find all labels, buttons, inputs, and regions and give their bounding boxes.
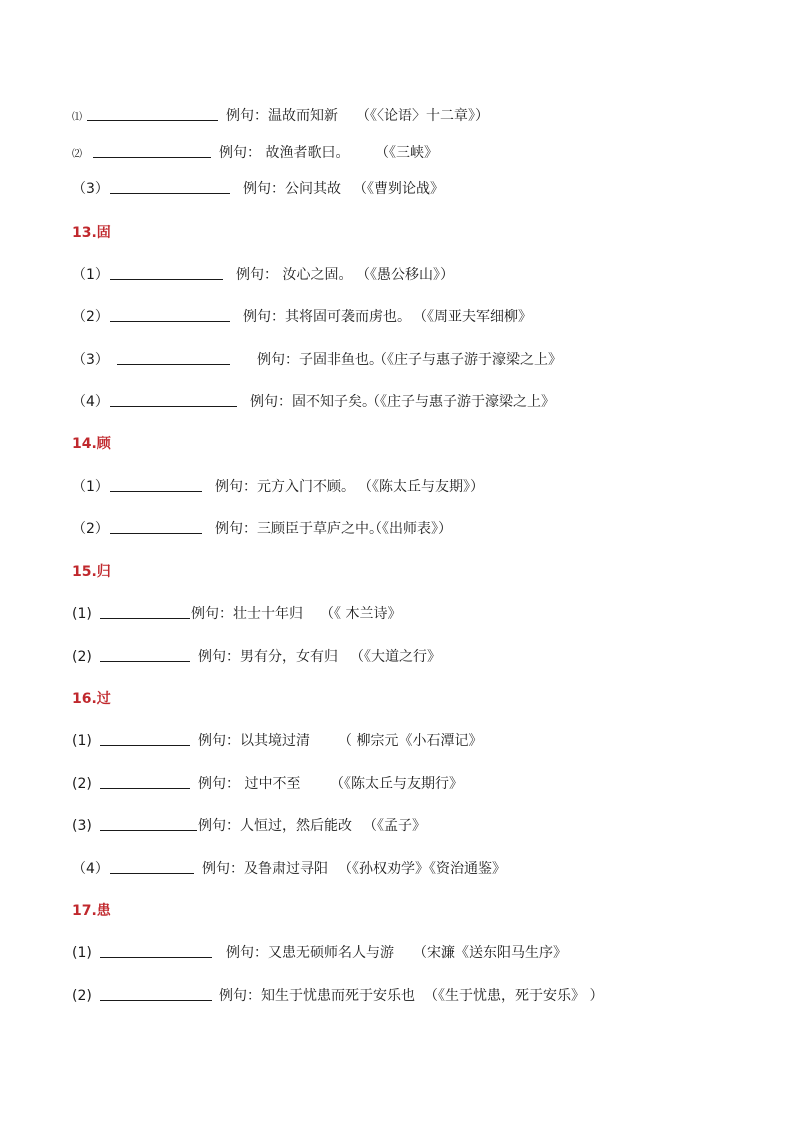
example-sentence: 例句：男有分，女有归 [198, 649, 338, 665]
example-sentence: 例句：及鲁肃过寻阳 [202, 861, 328, 877]
item-index: (1) [72, 606, 92, 622]
item-index: （1） [72, 479, 109, 495]
example-sentence: 例句：元方入门不顾。 [215, 479, 355, 495]
source-text: （《孟子》 [363, 818, 426, 834]
answer-blank[interactable] [110, 406, 237, 407]
answer-blank[interactable] [100, 618, 190, 619]
item-index: （1） [72, 267, 109, 283]
example-sentence: 例句：公问其故 [243, 181, 341, 197]
example-sentence: 例句： 故渔者歌曰。 [219, 145, 350, 161]
source-text: （《出师表》） [368, 521, 452, 537]
answer-blank[interactable] [93, 157, 211, 158]
item-index: (1) [72, 733, 92, 749]
answer-blank[interactable] [110, 491, 202, 492]
item-index: (2) [72, 988, 92, 1004]
source-text: （《陈太丘与友期行》 [330, 776, 463, 792]
example-sentence: 例句： 过中不至 [198, 776, 301, 792]
source-text: （《庄子与惠子游于濠梁之上》 [366, 394, 555, 410]
answer-blank[interactable] [100, 957, 212, 958]
item-index: ⑵ [72, 149, 82, 160]
answer-blank[interactable] [110, 533, 202, 534]
example-sentence: 例句： 汝心之固。 [236, 267, 353, 283]
section-heading: 16.过 [72, 691, 111, 707]
item-index: (2) [72, 649, 92, 665]
example-sentence: 例句：三顾臣于草庐之中。 [215, 521, 383, 537]
item-index: (1) [72, 945, 92, 961]
example-sentence: 例句：又患无硕师名人与游 [226, 945, 394, 961]
item-index: （3） [72, 352, 109, 368]
example-sentence: 例句：以其境过清 [198, 733, 310, 749]
item-index: （3） [72, 181, 109, 197]
source-text: （《生于忧患，死于安乐》 ） [424, 988, 604, 1004]
example-sentence: 例句：温故而知新 [226, 108, 338, 124]
source-text: （宋濂《送东阳马生序》 [413, 945, 567, 961]
answer-blank[interactable] [100, 830, 197, 831]
example-sentence: 例句：知生于忧患而死于安乐也 [219, 988, 415, 1004]
item-index: （2） [72, 309, 109, 325]
answer-blank[interactable] [110, 193, 230, 194]
section-heading: 15.归 [72, 564, 111, 580]
example-sentence: 例句：人恒过，然后能改 [198, 818, 352, 834]
answer-blank[interactable] [87, 120, 218, 121]
source-text: （《大道之行》 [350, 649, 441, 665]
example-sentence: 例句：壮士十年归 [191, 606, 303, 622]
source-text: （《曹刿论战》 [353, 181, 444, 197]
item-index: (3) [72, 818, 92, 834]
answer-blank[interactable] [117, 364, 230, 365]
answer-blank[interactable] [100, 661, 190, 662]
answer-blank[interactable] [110, 321, 230, 322]
source-text: （《陈太丘与友期》） [358, 479, 484, 495]
answer-blank[interactable] [100, 1000, 212, 1001]
item-index: (2) [72, 776, 92, 792]
source-text: （《周亚夫军细柳》 [413, 309, 532, 325]
item-index: （4） [72, 394, 109, 410]
item-index: ⑴ [72, 112, 82, 123]
section-heading: 13.固 [72, 225, 111, 241]
section-heading: 14.顾 [72, 436, 111, 452]
source-text: （《 木兰诗》 [320, 606, 402, 622]
source-text: （《庄子与惠子游于濠梁之上》 [373, 352, 562, 368]
answer-blank[interactable] [110, 873, 194, 874]
source-text: （ 柳宗元《小石潭记》 [338, 733, 483, 749]
example-sentence: 例句：其将固可袭而虏也。 [243, 309, 411, 325]
section-heading: 17.患 [72, 903, 111, 919]
answer-blank[interactable] [110, 279, 223, 280]
example-sentence: 例句：子固非鱼也。 [257, 352, 383, 368]
item-index: （2） [72, 521, 109, 537]
answer-blank[interactable] [100, 745, 190, 746]
source-text: （《三峡》 [375, 145, 438, 161]
source-text: （《愚公移山》） [356, 267, 454, 283]
item-index: （4） [72, 861, 109, 877]
example-sentence: 例句：固不知子矣。 [250, 394, 376, 410]
answer-blank[interactable] [100, 788, 190, 789]
source-text: （《孙权劝学》《资治通鉴》 [338, 861, 506, 877]
source-text: （《〈论语〉十二章》） [356, 108, 489, 124]
